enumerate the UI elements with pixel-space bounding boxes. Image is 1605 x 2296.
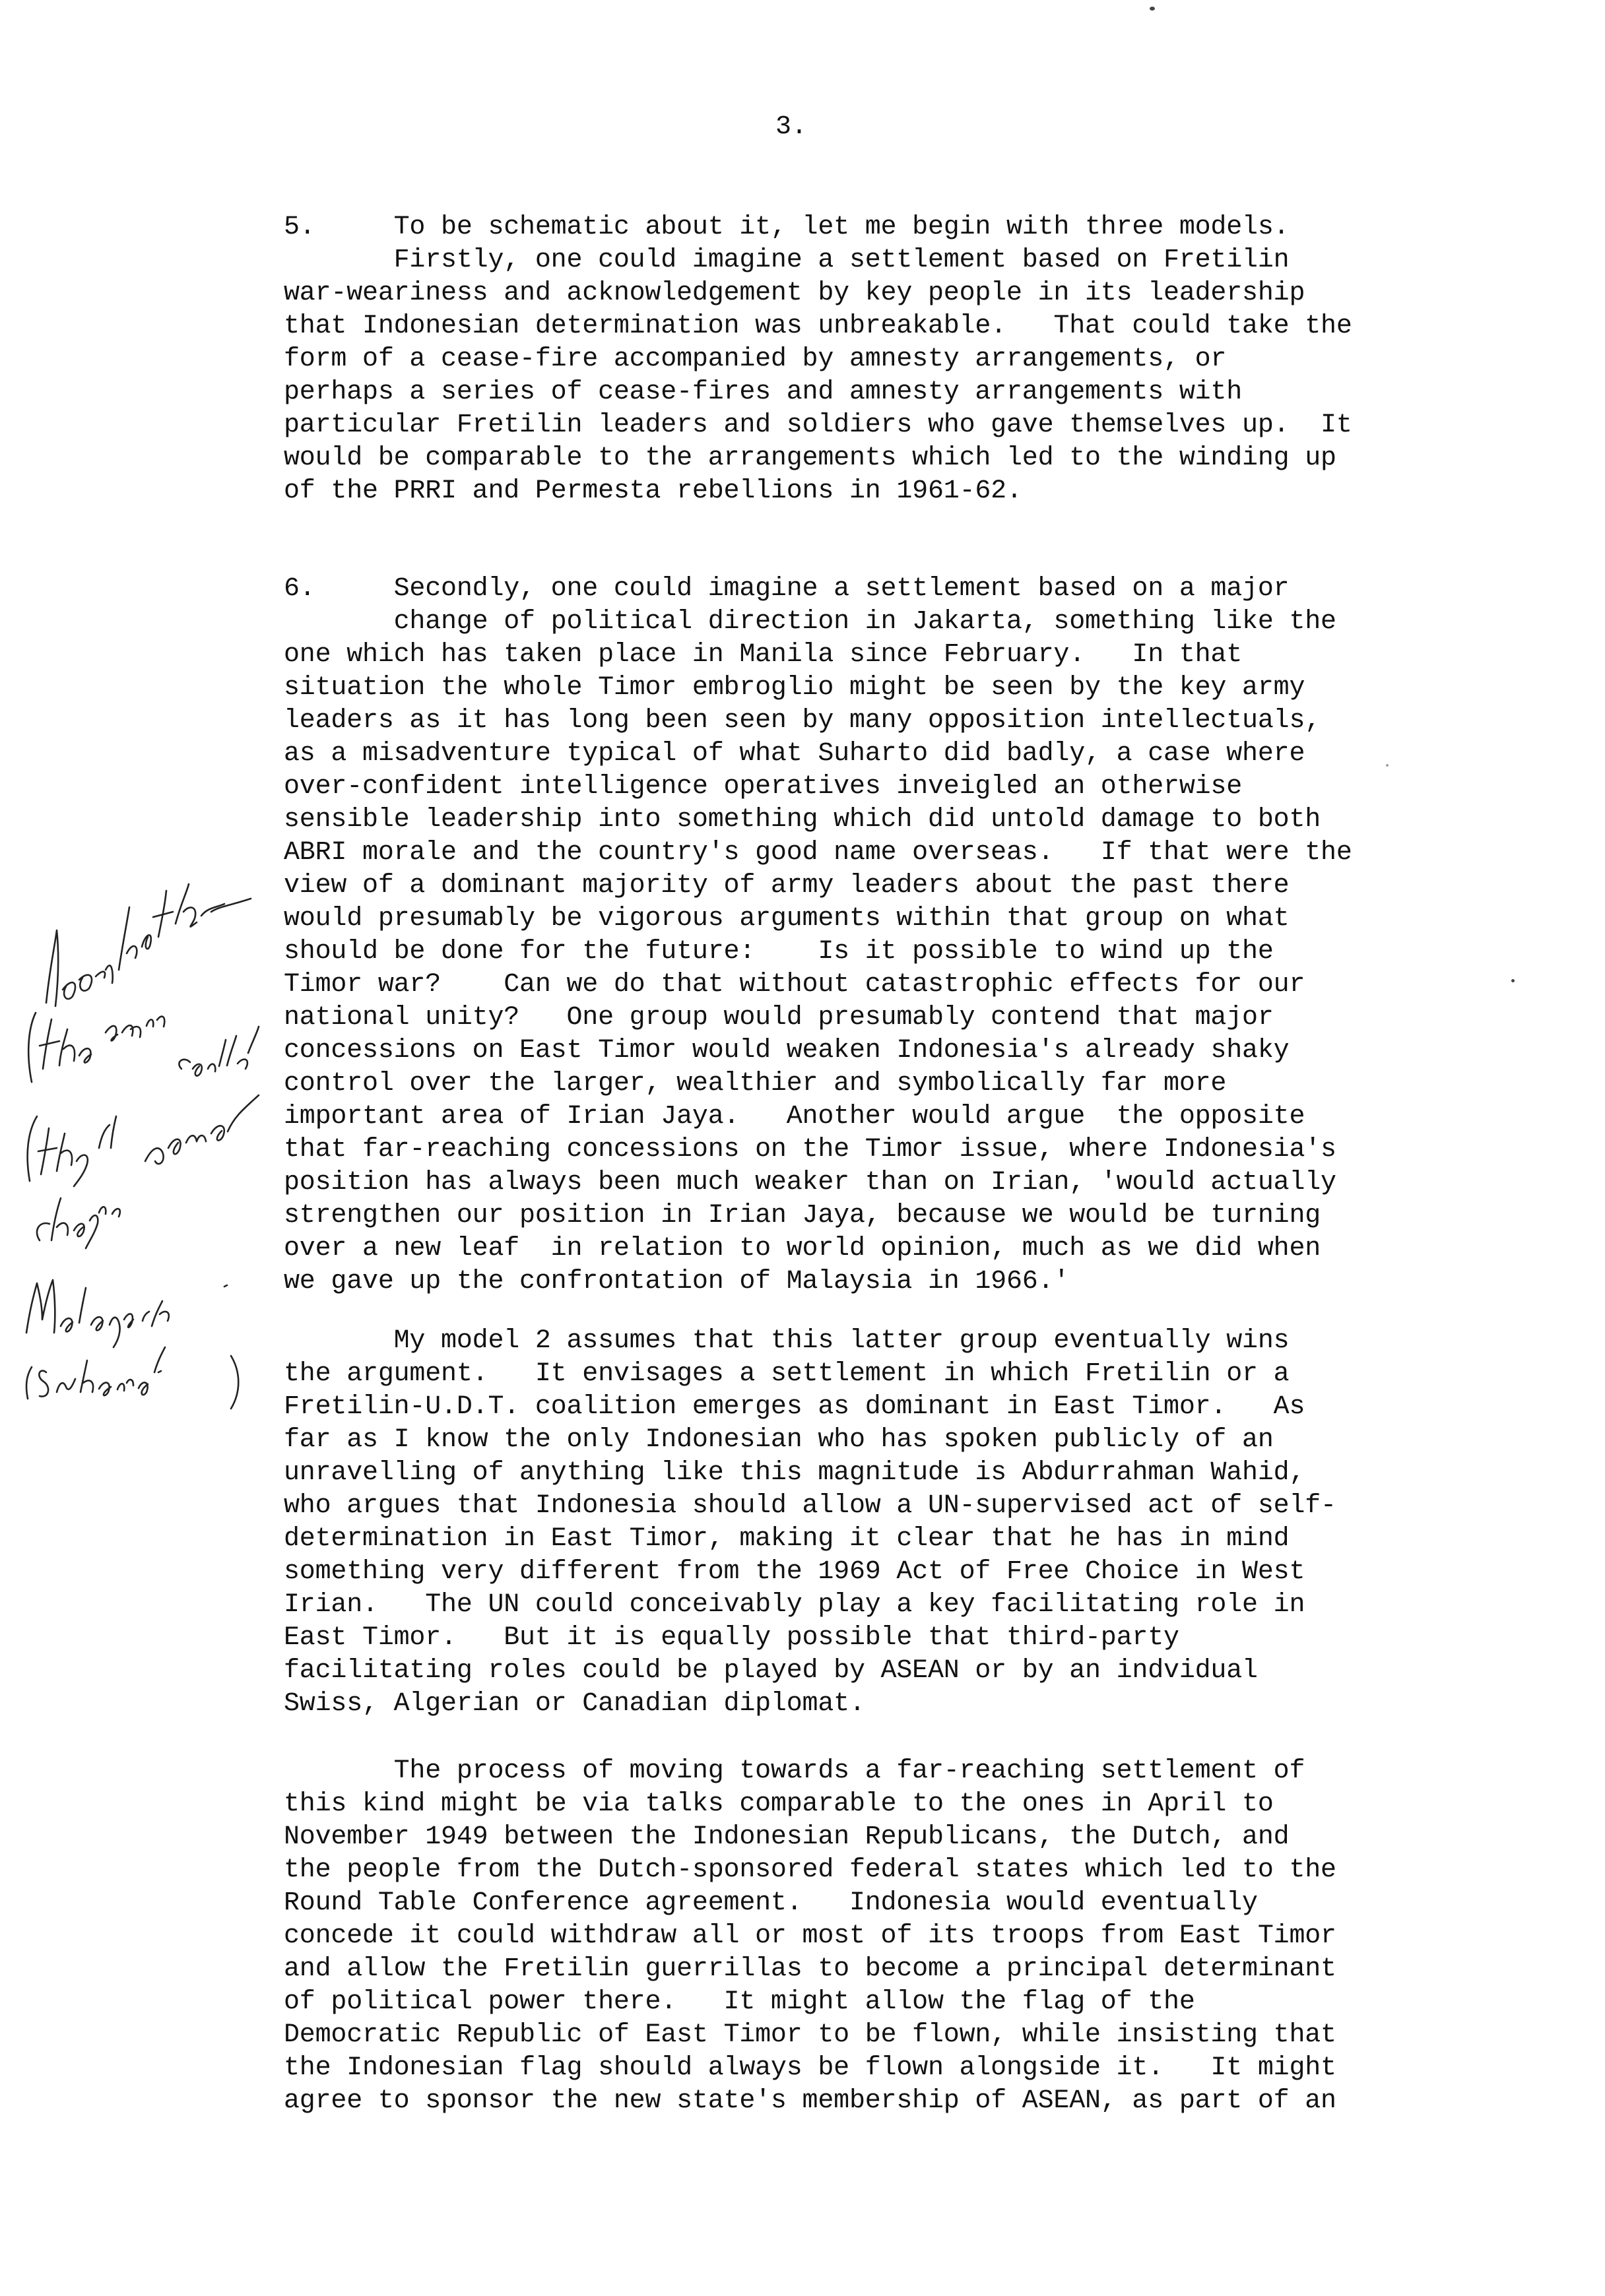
text-line: facilitating roles could be played by ASEAN or by an indvidual	[284, 1656, 1258, 1686]
text-line: should be done for the future: Is it possible to wind up the	[284, 937, 1274, 967]
text-line: and allow the Fretilin guerrillas to become a principal determinant	[284, 1954, 1336, 1984]
text-line: control over the larger, wealthier and symbolically far more	[284, 1069, 1227, 1099]
text-line: Firstly, one could imagine a settlement based on Fretilin	[284, 245, 1290, 275]
text-line: far as I know the only Indonesian who has spoken publicly of an	[284, 1425, 1274, 1455]
text-line: form of a cease-fire accompanied by amnesty arrangements, or	[284, 344, 1227, 374]
text-line: this kind might be via talks comparable to the ones in April to	[284, 1789, 1274, 1819]
text-line: particular Fretilin leaders and soldiers who gave themselves up. It	[284, 410, 1352, 440]
text-line: agree to sponsor the new state's membership of ASEAN, as part of an	[284, 2086, 1336, 2116]
scan-speck	[1386, 764, 1389, 767]
text-line: leaders as it has long been seen by many opposition intellectuals,	[284, 706, 1321, 736]
text-line: war-weariness and acknowledgement by key people in its leadership	[284, 278, 1305, 308]
text-line: strengthen our position in Irian Jaya, because we would be turning	[284, 1201, 1321, 1230]
text-line: Irian. The UN could conceivably play a key facilitating role in	[284, 1590, 1305, 1620]
text-line: something very different from the 1969 Act of Free Choice in West	[284, 1557, 1305, 1587]
text-line: ABRI morale and the country's good name overseas. If that were the	[284, 838, 1352, 868]
text-line: situation the whole Timor embroglio might be seen by the key army	[284, 673, 1305, 703]
text-line: view of a dominant majority of army leaders about the past there	[284, 871, 1290, 901]
text-line: East Timor. But it is equally possible that third-party	[284, 1623, 1179, 1653]
text-line: sensible leadership into something which did untold damage to both	[284, 805, 1321, 835]
text-line: Round Table Conference agreement. Indonesia would eventually	[284, 1888, 1258, 1918]
text-line: important area of Irian Jaya. Another would argue the opposite	[284, 1102, 1305, 1132]
text-line: national unity? One group would presumably contend that major	[284, 1003, 1274, 1033]
text-line: 5. To be schematic about it, let me begin with three models.	[284, 212, 1290, 242]
text-line: the Indonesian flag should always be flown alongside it. It might	[284, 2053, 1336, 2083]
text-line: change of political direction in Jakarta, something like the	[284, 607, 1336, 637]
scan-speck	[1150, 7, 1155, 11]
text-line: November 1949 between the Indonesian Republicans, the Dutch, and	[284, 1822, 1290, 1852]
text-line: 6. Secondly, one could imagine a settlement based on a major	[284, 574, 1290, 604]
text-line: who argues that Indonesia should allow a UN-supervised act of self-	[284, 1491, 1336, 1521]
text-line: over a new leaf in relation to world opinion, much as we did when	[284, 1234, 1321, 1263]
text-line: we gave up the confrontation of Malaysia in 1966.'	[284, 1267, 1070, 1296]
text-line: the people from the Dutch-sponsored federal states which led to the	[284, 1855, 1336, 1885]
scan-speck	[1511, 979, 1515, 982]
text-line: that far-reaching concessions on the Timor issue, where Indonesia's	[284, 1135, 1336, 1164]
text-line: concede it could withdraw all or most of its troops from East Timor	[284, 1921, 1336, 1951]
text-line: of political power there. It might allow the flag of the	[284, 1987, 1195, 2017]
text-line: The process of moving towards a far-reaching settlement of	[284, 1756, 1305, 1786]
text-line: one which has taken place in Manila since February. In that	[284, 640, 1243, 670]
text-line: Swiss, Algerian or Canadian diplomat.	[284, 1689, 865, 1719]
text-line: concessions on East Timor would weaken Indonesia's already shaky	[284, 1036, 1290, 1066]
text-line: that Indonesian determination was unbreakable. That could take the	[284, 311, 1352, 341]
page-number: 3.	[775, 112, 808, 142]
text-line: would presumably be vigorous arguments within that group on what	[284, 904, 1290, 934]
text-line: would be comparable to the arrangements which led to the winding up	[284, 443, 1336, 473]
text-line: unravelling of anything like this magnitude is Abdurrahman Wahid,	[284, 1458, 1305, 1488]
text-line: Fretilin-U.D.T. coalition emerges as dominant in East Timor. As	[284, 1392, 1305, 1422]
handwritten-margin-note	[13, 871, 277, 1412]
text-line: determination in East Timor, making it clear that he has in mind	[284, 1524, 1290, 1554]
text-line: over-confident intelligence operatives inveigled an otherwise	[284, 772, 1243, 802]
text-line: as a misadventure typical of what Suharto did badly, a case where	[284, 739, 1305, 769]
text-line: Timor war? Can we do that without catastrophic effects for our	[284, 970, 1305, 1000]
text-line: Democratic Republic of East Timor to be flown, while insisting that	[284, 2020, 1336, 2050]
text-line: position has always been much weaker than on Irian, 'would actually	[284, 1168, 1336, 1197]
text-line: My model 2 assumes that this latter group eventually wins	[284, 1326, 1290, 1356]
text-line: the argument. It envisages a settlement in which Fretilin or a	[284, 1359, 1290, 1389]
text-line: of the PRRI and Permesta rebellions in 1961-62.	[284, 476, 1022, 506]
text-line: perhaps a series of cease-fires and amnesty arrangements with	[284, 377, 1243, 407]
